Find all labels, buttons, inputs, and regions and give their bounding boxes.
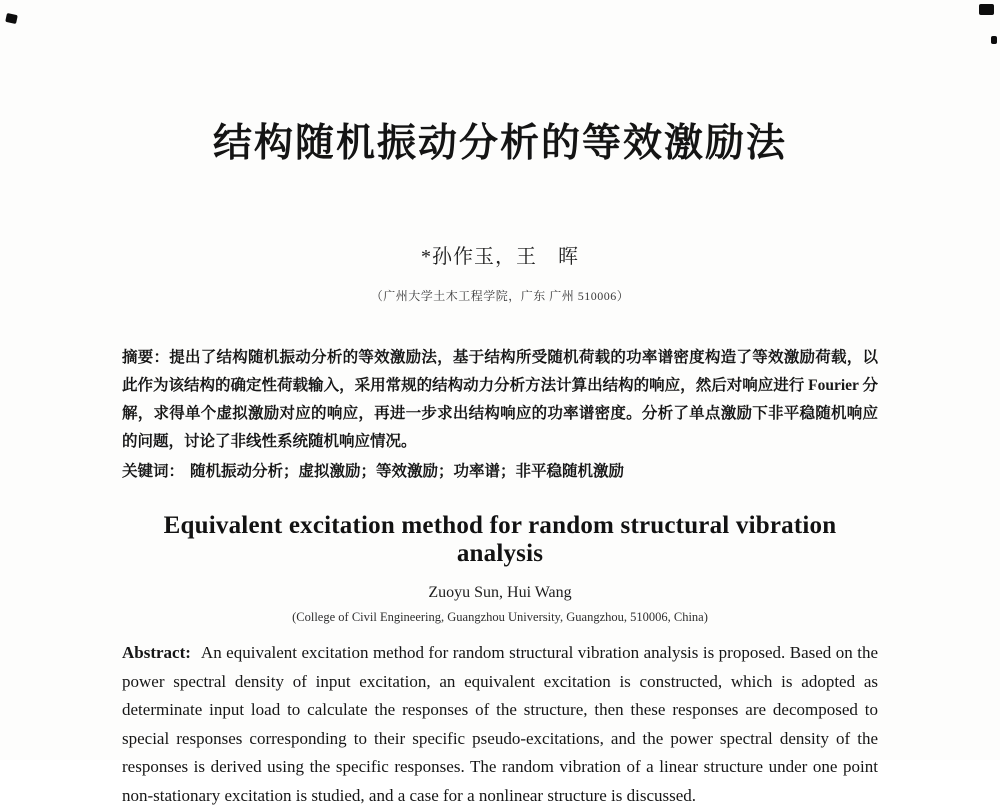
chinese-authors: *孙作玉，王 晖	[421, 246, 579, 268]
english-authors: Zuoyu Sun, Hui Wang	[428, 584, 572, 601]
english-abstract-text: An equivalent excitation method for random structural vibration analysis is proposed. Based on the power spectral density of input excitation, an equivalent excitation is constructed, which is adopted as determinate input load to calculate the responses of the structure, then these responses are decomposed to special responses corresponding to their specific pseudo-excitations, and the power spectral density of the responses is derived using the specific responses. The random vibration of a linear structure under one point non-stationary excitation is studied, and a case for a nonlinear structure is discussed.	[122, 643, 878, 805]
scan-artifact-right-edge	[991, 36, 997, 44]
chinese-keywords-text: 随机振动分析；虚拟激励；等效激励；功率谱；非平稳随机激励	[190, 463, 625, 480]
chinese-title: 结构随机振动分析的等效激励法	[212, 122, 787, 165]
english-abstract	[122, 639, 878, 810]
chinese-affiliation: （广州大学土木工程学院，广东 广州 510006）	[370, 289, 630, 303]
chinese-abstract-label: 摘要：	[122, 349, 170, 366]
paper-content	[122, 0, 878, 810]
chinese-abstract-text: 提出了结构随机振动分析的等效激励法，基于结构所受随机荷载的功率谱密度构造了等效激励荷载，以此作为该结构的确定性荷载输入，采用常规的结构动力分析方法计算出结构的响应，然后对响应进行 Fourier 分解，求得单个虚拟激励对应的响应，再进一步求出结构响应的功率谱密度。分析了单点激励下非平稳随机响应的问题，讨论了非线性系统随机响应情况。	[122, 349, 878, 450]
chinese-keywords-label: 关键词：	[122, 463, 185, 480]
chinese-keywords	[122, 458, 878, 486]
english-abstract-label: Abstract:	[122, 643, 191, 662]
scan-artifact-top-right	[979, 4, 994, 15]
scan-artifact-top-left	[5, 13, 18, 24]
english-title: Equivalent excitation method for random structural vibration analysis	[163, 512, 837, 567]
english-affiliation: (College of Civil Engineering, Guangzhou University, Guangzhou, 510006, China)	[292, 610, 708, 624]
chinese-abstract	[122, 344, 878, 456]
